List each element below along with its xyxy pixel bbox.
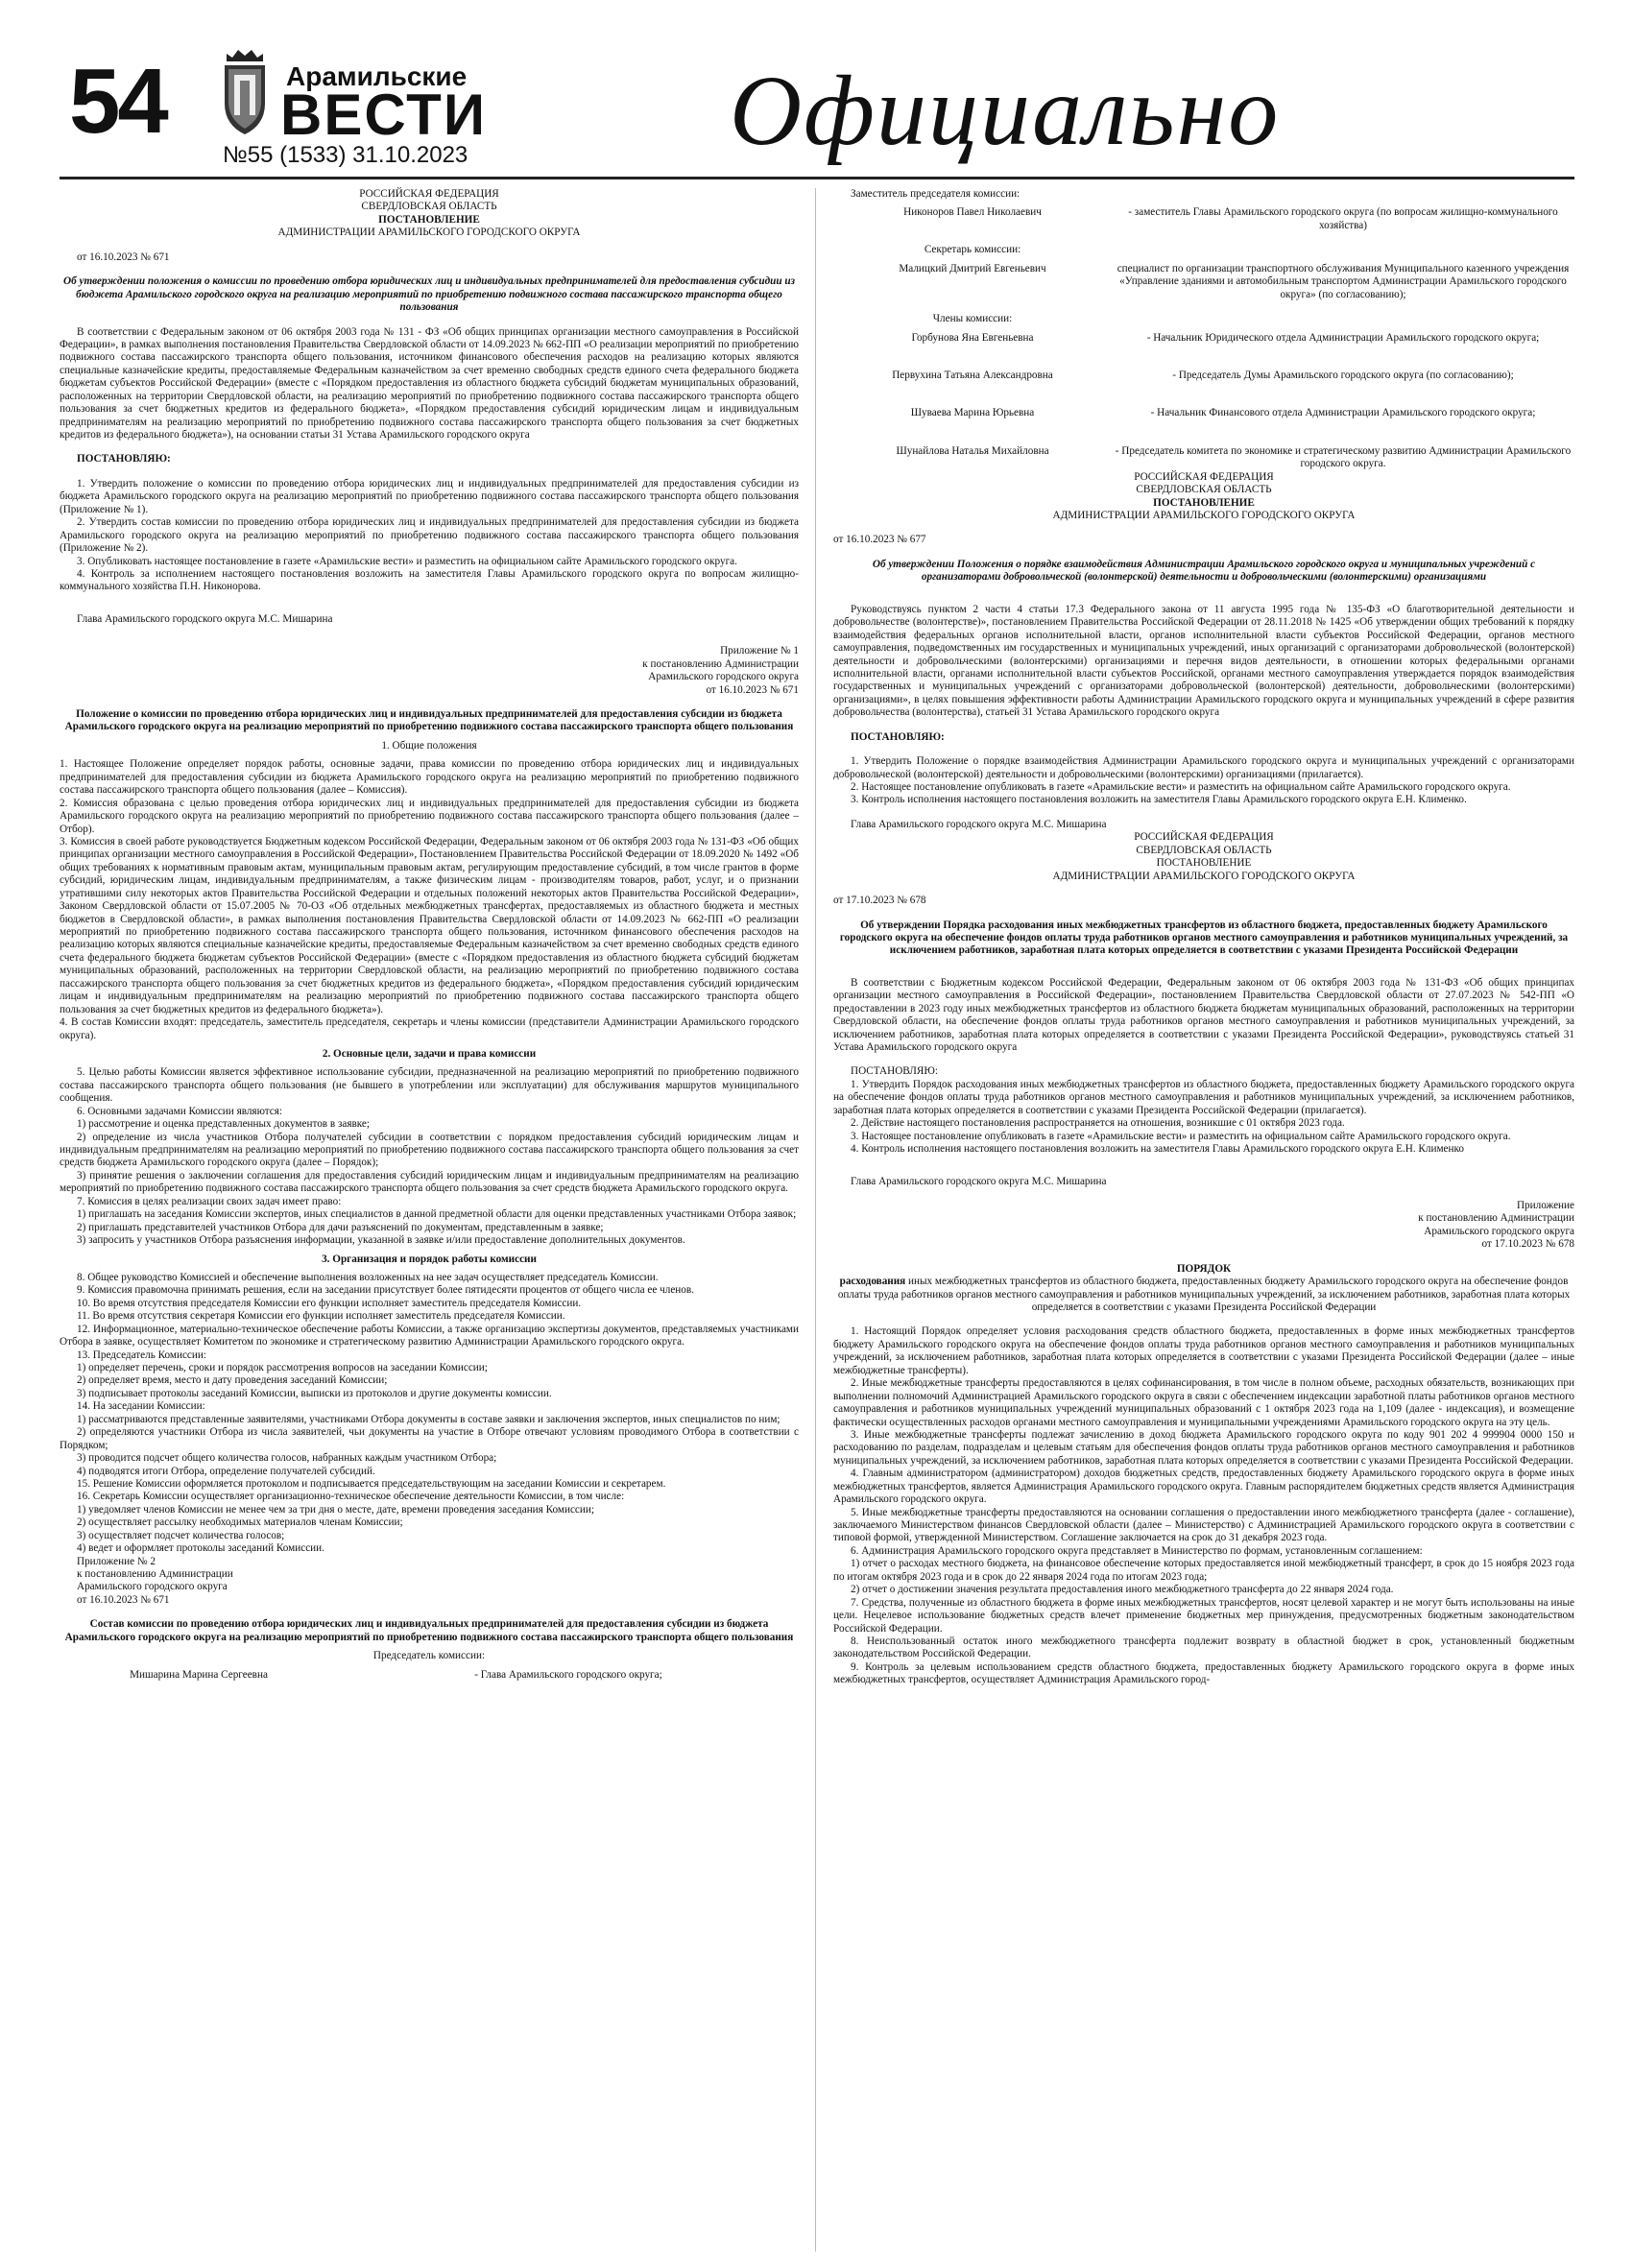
appendix-line: от 16.10.2023 № 671 [77,1593,170,1606]
resolve-label: ПОСТАНОВЛЯЮ: [851,730,945,743]
decree-preamble: В соответствии с Бюджетным кодексом Российской Федерации, Федеральным законом от 06 октября 2003 года № 131-ФЗ «Об общих принципах организации местного самоуправления в Российской Федерации», постановлением Правительства Свердловской области от 27.07.2023 № 542-ПП «О предоставлении в 2023 году иных межбюджетных трансфертов из областного бюджета бюджетам муниципальных образований, расположенных на территории Свердловской области, на обеспечение фондов оплаты труда работников органов местного самоуправления и работников муниципальных учреждений, за исключением работников, заработная плата которых определяется в соответствии с указами Президента Российской Федерации», руководствуясь статьей 31 Устава Арамильского городского округа [833,976,1574,1053]
column-divider [815,188,816,2252]
member-row [60,1669,799,1682]
decree-title: Об утверждении Положения о порядке взаимодействия Администрации Арамильского городского округа и муниципальных учреждений с организаторами добровольческой (волонтерской) деятельности и добровольческими (волонтерскими) организациями [872,558,1536,584]
decree-item: 2. Действие настоящего постановления распространяется на отношения, возникшие с 01 октября 2023 года. [851,1117,1345,1130]
decree-678 [833,831,1574,1188]
section-heading: 3. Организация и порядок работы комиссии [322,1253,537,1265]
member-title: - Начальник Юридического отдела Администрации Арамильского городского округа; [1146,331,1540,344]
clause: 3) проводится подсчет общего количества голосов, набранных каждым участником Отбора; [77,1452,497,1465]
signature: Глава Арамильского городского округа М.С. Мишарина [851,1175,1107,1187]
clause: 16. Секретарь Комиссии осуществляет организационно-техническое обеспечение деятельности Комиссии, в том числе: [77,1491,625,1503]
clause: 4. В состав Комиссии входят: председатель, заместитель председателя, секретарь и члены комиссии (представители Администрации Арамильского городского округа). [60,1016,799,1041]
appendix-line: к постановлению Администрации [77,1568,233,1580]
clause: 1) приглашать на заседания Комиссии экспертов, иных специалистов в данной предметной области для оценки представленных участниками Отбора заявок; [77,1208,797,1221]
clause: 9. Контроль за целевым использованием средств областного бюджета, предоставленных бюджету Арамильского городского округа в форме иных межбюджетных трансфертов, осуществляет Администрация Арамильского город- [833,1660,1574,1686]
right-column [833,188,1574,1687]
member-row [833,332,1574,345]
clause: 1. Настоящее Положение определяет порядок работы, основные задачи, права комиссии по проведению отбора юридических лиц и индивидуальных предпринимателей для предоставления субсидии из бюджета Арамильского городского округа на реализацию мероприятий по приобретению подвижного состава пассажирского транспорта общего пользования (далее – Комиссия). [60,758,799,797]
members-label: Члены комиссии: [932,313,1013,325]
member-name: Никоноров Павел Николаевич [903,206,1042,219]
header-line: ПОСТАНОВЛЕНИЕ [378,213,480,226]
header-line: РОССИЙСКАЯ ФЕДЕРАЦИЯ [1134,831,1274,844]
member-row [833,445,1574,471]
clause: 1. Настоящий Порядок определяет условия расходования средств областного бюджета, предоставленных в форме иных межбюджетных трансфертов бюджету Арамильского городского округа на обеспечение фондов оплаты труда работников органов местного самоуправления и работников муниципальных учреждений, за исключением работников, заработная плата которых определяется в соответствии с указами Президента Российской Федерации (далее – иные межбюджетные трансферты). [833,1325,1574,1376]
member-row [833,407,1574,419]
header-line: АДМИНИСТРАЦИИ АРАМИЛЬСКОГО ГОРОДСКОГО ОКРУГА [1052,870,1356,882]
appendix-title: Состав комиссии по проведению отбора юридических лиц и индивидуальных предпринимателей для предоставления субсидии из бюджета Арамильского городского округа на реализацию мероприятий по приобретению подвижного состава пассажирского транспорта общего пользования [64,1618,794,1643]
clause: 2) осуществляет рассылку необходимых материалов членам Комиссии; [77,1516,403,1529]
clause: 3) запросить у участников Отбора разъяснения информации, указанной в заявке и/или предоставление дополнительных документов. [77,1234,685,1247]
clause: 3) осуществляет подсчет количества голосов; [77,1529,285,1541]
clause: 1) рассмотрение и оценка представленных документов в заявке; [77,1118,370,1131]
clause: 3. Комиссия в своей работе руководствуется Бюджетным кодексом Российской Федерации, Федеральным законом от 06 октября 2003 года № 131-ФЗ «Об общих принципах организации местного самоуправления в Российской Федерации», Постановлением Правительства Российской Федерации от 18.09.2020 № 1492 «Об общих требованиях к нормативным правовым актам, муниципальным правовым актам, регулирующим предоставление субсидий, в том числе грантов в форме субсидий, юридическим лицам, индивидуальным предпринимателям, а также физическим лицам - производителям товаров, работ, услуг, и о признании утратившими силу некоторых актов Правительства Российской Федерации и отдельных положений некоторых актов Правительства Российской Федерации», Законом Свердловской области от 15.07.2005 № 70-ОЗ «Об отдельных межбюджетных трансфертах, предоставляемых из областного бюджета и местных бюджетов в Свердловской области», в рамках выполнения постановления Правительства Свердловской области от 14.09.2023 № 662-ПП «О реализации мероприятий по приобретению подвижного состава пассажирского транспорта общего пользования, источником финансового обеспечения расходов на реализацию которых являются специальные казначейские кредиты, предоставляемые Федеральным казначейством за счет временно свободных средств единого счета федерального бюджета бюджетам субъектов Российской Федерации» (вместе с «Порядком предоставления из областного бюджета субсидий бюджетам муниципальных образований, расположенных на территории Свердловской области, на реализацию мероприятий по приобретению подвижного состава пассажирского транспорта общего пользования за счет бюджетных кредитов из федерального бюджета», «Порядком предоставления субсидий юридическим лицам и индивидуальным предпринимателям на реализацию мероприятий по приобретению подвижного состава пассажирского транспорта общего пользования за счет бюджетных кредитов из федерального бюджета»). [60,835,799,1015]
decree-677 [833,471,1574,832]
clause: 8. Общее руководство Комиссией и обеспечение выполнения возложенных на нее задач осуществляет председатель Комиссии. [77,1271,659,1283]
subtitle-rest: иных межбюджетных трансфертов из областного бюджета, предоставленных бюджету Арамильского городского округа на обеспечение фондов оплаты труда работников органов местного самоуправления и работников муниципальных учреждений, за исключением работников, заработная плата которых определяется в соответствии с указами Президента Российской Федерации [837,1276,1571,1313]
masthead [0,0,1633,182]
decree-item: 4. Контроль за исполнением настоящего постановления возложить на заместителя Главы Арамильского городского округа по вопросам жилищно-коммунального хозяйства П.Н. Никонорова. [60,567,799,593]
clause: 6. Администрация Арамильского городского округа представляет в Министерство по формам, установленным соглашением: [851,1544,1423,1557]
clause: 13. Председатель Комиссии: [77,1349,206,1361]
header-line: ПОСТАНОВЛЕНИЕ [1153,496,1255,509]
clause: 2) определение из числа участников Отбора получателей субсидии в соответствии с порядком предоставления субсидий юридическим лицам и индивидуальным предпринимателям на реализацию мероприятий по приобретению подвижного состава пассажирского транспорта общего пользования за счет средств бюджета Арамильского городского округа (далее – Порядок); [60,1131,799,1169]
clause: 10. Во время отсутствия председателя Комиссии его функции исполняет заместитель председателя Комиссии. [77,1297,582,1309]
clause: 15. Решение Комиссии оформляется протоколом и подписывается председательствующим на заседании Комиссии и секретарем. [77,1477,666,1490]
header-line: РОССИЙСКАЯ ФЕДЕРАЦИЯ [359,188,499,200]
section-1-items [60,758,799,1042]
member-title: - заместитель Главы Арамильского городского округа (по вопросам жилищно-коммунального хозяйства) [1128,206,1558,231]
member-name: Шунайлова Наталья Михайловна [896,444,1049,457]
decree-item: 3. Настоящее постановление опубликовать в газете «Арамильские вести» и разместить на официальном сайте Арамильского городского округа. [851,1130,1511,1142]
brand-big: ВЕСТИ [280,83,487,147]
header-line: ПОСТАНОВЛЕНИЕ [1156,857,1252,870]
member-title: специалист по организации транспортного обслуживания Муниципального казенного учреждения «Управление зданиями и автомобильным транспортом Администрации Арамильского городского округа» (по согласованию); [1117,262,1570,300]
clause: 5. Целью работы Комиссии является эффективное использование субсидии, предназначенной на реализацию мероприятий по приобретению подвижного состава пассажирского транспорта общего пользования (не бывшего в употреблении или эксплуатации) для обслуживания маршрутов муниципального сообщения. [60,1066,799,1105]
decree-preamble: В соответствии с Федеральным законом от 06 октября 2003 года № 131 - ФЗ «Об общих принципах организации местного самоуправления в Российской Федерации», в рамках выполнения постановления Правительства Свердловской области от 14.09.2023 № 662-ПП «О реализации мероприятий по приобретению подвижного состава пассажирского транспорта общего пользования, источником финансового обеспечения расходов на реализацию которых являются специальные казначейские кредиты, предоставляемые Федеральным казначейством за счет временно свободных средств единого счета федерального бюджета бюджетам субъектов Российской Федерации» (вместе с «Порядком предоставления из областного бюджета субсидий бюджетам муниципальных образований, расположенных на территории Свердловской области, на реализацию мероприятий по приобретению подвижного состава пассажирского транспорта общего пользования за счет бюджетных кредитов из федерального бюджета», «Порядком предоставления субсидий юридическим лицам и индивидуальным предпринимателям на реализацию мероприятий по приобретению подвижного состава пассажирского транспорта общего пользования за счет бюджетных кредитов из федерального бюджета»), на основании статьи 31 Устава Арамильского городского округа [60,325,799,441]
clause: 2. Комиссия образована с целью проведения отбора юридических лиц и индивидуальных предпринимателей для предоставления субсидии из бюджета Арамильского городского округа на реализацию мероприятий по приобретению подвижного состава пассажирского транспорта общего пользования (далее – Отбор). [60,797,799,835]
appendix-2 [60,1556,799,1683]
clause: 3) принятие решения о заключении соглашения для предоставления субсидий юридическим лицам и индивидуальным предпринимателям на реализацию мероприятий по приобретению подвижного состава пассажирского транспорта общего пользования за счет средств бюджета Арамильского городского округа. [60,1169,799,1195]
secretary-label: Секретарь комиссии: [924,244,1021,256]
clause: 14. На заседании Комиссии: [77,1400,205,1413]
section-title: Официально [730,56,1281,166]
header-rule [60,177,1574,179]
appendix-subtitle [833,1276,1574,1314]
member-name: Горбунова Яна Евгеньевна [911,331,1034,344]
decree-item: 3. Опубликовать настоящее постановление в газете «Арамильские вести» и разместить на официальном сайте Арамильского городского округа. [77,555,737,567]
member-row [833,370,1574,382]
header-line: СВЕРДЛОВСКАЯ ОБЛАСТЬ [361,201,497,213]
chair-label: Председатель комиссии: [372,1650,486,1662]
appendix-line: от 16.10.2023 № 671 [706,683,799,696]
decree-date: от 17.10.2023 № 678 [833,895,926,907]
appendix-678 [833,1200,1574,1687]
subtitle-bold: расходования [839,1276,906,1288]
appendix-line: к постановлению Администрации [642,657,799,670]
member-title: - Глава Арамильского городского округа; [474,1668,662,1681]
signature: Глава Арамильского городского округа М.С. Мишарина [77,612,333,625]
clause: 2) отчет о достижении значения результата предоставления иного межбюджетного трансферта до 22 января 2024 года. [851,1584,1394,1596]
member-title: - Председатель Думы Арамильского городского округа (по согласованию); [1172,369,1514,381]
clause: 3. Иные межбюджетные трансферты подлежат зачислению в доход бюджета Арамильского городского округа по коду 901 202 4 999904 0000 150 и расходованию по разделам, подразделам и целевым статьям для обеспечения фондов оплаты труда работников органов местного самоуправления и работников муниципальных учреждений, за исключением работников, заработная плата которых определяется в соответствии с указами Президента Российской Федерации. [833,1428,1574,1467]
decree-title: Об утверждении положения о комиссии по проведению отбора юридических лиц и индивидуальных предпринимателей для предоставления субсидии из бюджета Арамильского городского округа на реализацию мероприятий по приобретению подвижного состава пассажирского транспорта общего пользования [63,275,795,314]
decree-date: от 16.10.2023 № 671 [77,251,170,263]
clause: 1) отчет о расходах местного бюджета, на финансовое обеспечение которых предоставляется иной межбюджетный трансферт, в срок до 15 ноября 2023 года по итогам октября 2023 года и в срок до 22 января 2024 года по итогам 2023 года; [833,1558,1574,1583]
clause: 7. Средства, полученные из областного бюджета в форме иных межбюджетных трансфертов, носят целевой характер и не могут быть использованы на иные цели. Нецелевое использование бюджетных средств влечет применение бюджетных мер принуждения, предусмотренных бюджетным законодательством Российской Федерации. [833,1596,1574,1635]
header-line: СВЕРДЛОВСКАЯ ОБЛАСТЬ [1136,484,1272,496]
appendix-line: к постановлению Администрации [1418,1212,1574,1225]
clause: 12. Информационное, материально-техническое обеспечение работы Комиссии, а также организацию экспертизы документов, представляемых участниками Отбора в заявке, осуществляет Комитетом по экономике и стратегическому развитию Администрации Арамильского городского округа. [60,1323,799,1349]
header-line: АДМИНИСТРАЦИИ АРАМИЛЬСКОГО ГОРОДСКОГО ОКРУГА [277,227,581,239]
resolve-label: ПОСТАНОВЛЯЮ: [851,1065,938,1078]
appendix-title: ПОРЯДОК [1176,1262,1232,1275]
page-number: 54 [69,50,166,153]
member-name: Шуваева Марина Юрьевна [910,407,1035,419]
clause: 2) определяются участники Отбора из числа заявителей, чьи документы на участие в Отборе отвечают условиям проводимого Отбора в соответствии с Порядком; [60,1426,799,1451]
clause: 4) подводятся итоги Отбора, определение получателей субсидий. [77,1465,375,1477]
appendix-title: Положение о комиссии по проведению отбора юридических лиц и индивидуальных предпринимателей для предоставления субсидии из бюджета Арамильского городского округа на реализацию мероприятий по приобретению подвижного состава пассажирского транспорта общего пользования [64,708,794,733]
section-heading: 2. Основные цели, задачи и права комиссии [322,1047,537,1060]
appendix-1 [60,645,799,1555]
decree-item: 2. Утвердить состав комиссии по проведению отбора юридических лиц и индивидуальных предпринимателей для предоставления субсидии из бюджета Арамильского городского округа на реализацию мероприятий по приобретению подвижного состава пассажирского транспорта общего пользования (Приложение № 2). [60,516,799,555]
clause: 8. Неиспользованный остаток иного межбюджетного трансферта подлежит возврату в областной бюджет в срок, установленный бюджетным законодательством Российской Федерации. [833,1635,1574,1660]
member-title: - Председатель комитета по экономике и стратегическому развитию Администрации Арамильского городского округа. [1115,444,1572,470]
member-name: Малицкий Дмитрий Евгеньевич [899,262,1046,275]
decree-item: 3. Контроль исполнения настоящего постановления возложить на заместителя Главы Арамильского городского округа Е.Н. Клименко. [851,794,1467,806]
appendix-line: Приложение [1516,1199,1574,1211]
clause: 2. Иные межбюджетные трансферты предоставляются в целях софинансирования, в том числе в полном объеме, расходных обязательств, возникающих при выполнении полномочий Администрацией Арамильского городского округа в связи с обеспечением индексации заработной платы работников органов местного самоуправления и работников муниципальных учреждений муниципальных образований с 1 октября 2023 года на 1,109 (далее - индексация), и возмещение фактически осуществленных расходов органами местного самоуправления и муниципальными учреждениями Арамильского городского округа на эту цель. [833,1377,1574,1428]
appendix-line: Приложение № 1 [720,645,799,657]
member-title: - Начальник Финансового отдела Администрации Арамильского городского округа; [1150,407,1536,419]
appendix-line: Арамильского городского округа [1424,1225,1574,1237]
clause: 11. Во время отсутствия секретаря Комиссии его функции исполняет заместитель председателя Комиссии. [77,1310,565,1323]
clause: 2) определяет время, место и дату проведения заседаний Комиссии; [77,1374,388,1387]
member-row [833,206,1574,232]
clause: 1) уведомляет членов Комиссии не менее чем за три дня о месте, дате, времени проведения заседания Комиссии; [77,1503,594,1516]
deputy-label: Заместитель председателя комиссии: [851,188,1021,200]
city-coat-of-arms-icon [223,48,267,136]
clause: 3) подписывает протоколы заседаний Комиссии, выписки из протоколов и другие документы комиссии. [77,1387,552,1399]
decree-date: от 16.10.2023 № 677 [833,534,926,546]
appendix-line: Арамильского городского округа [648,671,799,683]
clause: 2) приглашать представителей участников Отбора для дачи разъяснений по документам, представленным в заявке; [77,1221,604,1233]
appendix-line: Арамильского городского округа [77,1581,228,1593]
decree-item: 1. Утвердить Порядок расходования иных межбюджетных трансфертов из областного бюджета, предоставленных бюджету Арамильского городского округа на обеспечение фондов оплаты труда работников органов местного самоуправления и работников муниципальных учреждений, за исключением работников, заработная плата которых определяется в соответствии с указами Президента Российской Федерации (прилагается). [833,1078,1574,1116]
clause: 9. Комиссия правомочна принимать решения, если на заседании присутствует более пятидесяти процентов от общего числа ее членов. [77,1284,694,1297]
clause: 7. Комиссия в целях реализации своих задач имеет право: [77,1195,342,1207]
header-line: АДМИНИСТРАЦИИ АРАМИЛЬСКОГО ГОРОДСКОГО ОКРУГА [1052,510,1356,521]
decree-preamble: Руководствуясь пунктом 2 части 4 статьи 17.3 Федерального закона от 11 августа 1995 года № 135-ФЗ «О благотворительной деятельности и добровольчестве (волонтерстве)», постановлением Правительства Российской Федерации от 28.11.2018 № 1425 «Об утверждении общих требований к порядку взаимодействия федеральных органов исполнительной власти, органов исполнительной власти субъектов Российской Федерации, органов местного самоуправления, подведомственных им государственных и муниципальных учреждений, иных организаций с организаторами добровольческой (волонтерской) деятельности и добровольческими (волонтерскими) организациями и перечня видов деятельности, в отношении которых федеральными органами исполнительной власти, органами исполнительной власти субъектов Российской, органами местного самоуправления утверждается порядок взаимодействия государственных и муниципальных учреждений с организаторами добровольческой (волонтерской) деятельности, добровольческими (волонтерскими) организациями», в целях повышения эффективности работы Администрации Арамильского городского округа и муниципальных учреждений в сфере развития добровольчества (волонтерства), статьей 31 Устава Арамильского городского округа [833,603,1574,719]
decree-title: Об утверждении Порядка расходования иных межбюджетных трансфертов из областного бюджета, предоставленных бюджету Арамильского городского округа на обеспечение фондов оплаты труда работников органов местного самоуправления и работников муниципальных учреждений, за исключением работников, заработная плата которых определяется в соответствии с указами Президента Российской Федерации [839,919,1569,957]
decree-item: 1. Утвердить Положение о порядке взаимодействия Администрации Арамильского городского округа и муниципальных учреждений с организаторами добровольческой (волонтерской) деятельности и добровольческими (волонтерскими) организациями (прилагается). [833,755,1574,780]
signature: Глава Арамильского городского округа М.С. Мишарина [851,818,1107,830]
brand-small: Арамильские [286,61,468,91]
clause: 4. Главным администратором (администратором) доходов бюджетных средств, предоставленных бюджету Арамильского городского округа в форме иных межбюджетных трансфертов, является Администрация Арамильского городского округа. Главным распорядителем бюджетных средств является Администрация Арамильского городского округа. [833,1468,1574,1506]
member-name: Мишарина Марина Сергеевна [130,1668,268,1681]
clause: 5. Иные межбюджетные трансферты предоставляются на основании соглашения о предоставлении иного межбюджетного трансферта (далее - соглашение), заключаемого Министерством финансов Свердловской области (далее – Министерство) с Администрацией Арамильского городского округа в соответствии с типовой формой, утвержденной Министерством. Соглашение заключается на срок до 31 декабря 2023 года. [833,1506,1574,1544]
section-heading: 1. Общие положения [381,739,477,752]
header-line: СВЕРДЛОВСКАЯ ОБЛАСТЬ [1136,844,1272,856]
header-line: РОССИЙСКАЯ ФЕДЕРАЦИЯ [1134,470,1274,483]
clause: 1) определяет перечень, сроки и порядок рассмотрения вопросов на заседании Комиссии; [77,1362,488,1373]
clause: 6. Основными задачами Комиссии являются: [77,1105,283,1117]
resolve-label: ПОСТАНОВЛЯЮ: [77,453,171,466]
left-column [60,188,799,1682]
issue-number: №55 (1533) 31.10.2023 [223,142,468,168]
commission-members [833,188,1574,471]
member-name: Первухина Татьяна Александровна [892,369,1053,381]
decree-671 [60,188,799,626]
appendix-line: от 17.10.2023 № 678 [1481,1238,1574,1251]
decree-item: 4. Контроль исполнения настоящего постановления возложить на заместителя Главы Арамильского городского округа Е.Н. Клименко [851,1143,1464,1156]
clause: 4) ведет и оформляет протоколы заседаний Комиссии. [77,1542,324,1555]
appendix-line: Приложение № 2 [77,1555,156,1567]
member-row [833,263,1574,301]
decree-item: 1. Утвердить положение о комиссии по проведению отбора юридических лиц и индивидуальных предпринимателей для предоставления субсидии из бюджета Арамильского городского округа на реализацию мероприятий по приобретению подвижного состава пассажирского транспорта общего пользования (Приложение № 1). [60,477,799,515]
clause: 1) рассматриваются представленные заявителями, участниками Отбора документы в составе заявки и заключения экспертов, иных специалистов по ним; [77,1413,780,1425]
decree-item: 2. Настоящее постановление опубликовать в газете «Арамильские вести» и разместить на официальном сайте Арамильского городского округа. [851,781,1511,793]
